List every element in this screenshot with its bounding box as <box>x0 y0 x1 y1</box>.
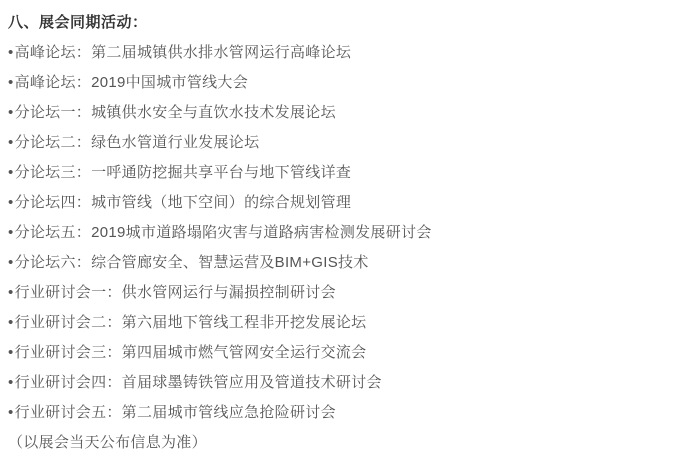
list-item-label: 分论坛四：城市管线（地下空间）的综合规划管理 <box>14 194 352 211</box>
list-item <box>8 368 675 398</box>
list-item <box>8 398 675 428</box>
bullet-icon: • <box>8 194 14 211</box>
list-item <box>8 68 675 98</box>
list-item <box>8 278 675 308</box>
list-item <box>8 98 675 128</box>
list-item <box>8 218 675 248</box>
bullet-icon: • <box>8 284 14 301</box>
bullet-icon: • <box>8 374 14 391</box>
list-item-label: 行业研讨会四：首届球墨铸铁管应用及管道技术研讨会 <box>14 374 382 391</box>
bullet-icon: • <box>8 44 14 61</box>
list-item-label: 分论坛三：一呼通防挖掘共享平台与地下管线详查 <box>14 164 352 181</box>
bullet-icon: • <box>8 134 14 151</box>
list-item <box>8 128 675 158</box>
list-item <box>8 308 675 338</box>
list-item-label: 分论坛五：2019城市道路塌陷灾害与道路病害检测发展研讨会 <box>14 224 432 241</box>
bullet-icon: • <box>8 404 14 421</box>
bullet-icon: • <box>8 74 14 91</box>
bullet-icon: • <box>8 344 14 361</box>
list-item <box>8 38 675 68</box>
list-item <box>8 158 675 188</box>
section-heading: 八、展会同期活动： <box>8 14 148 31</box>
list-item <box>8 188 675 218</box>
list-item-label: 分论坛二：绿色水管道行业发展论坛 <box>14 134 260 151</box>
list-item-label: 高峰论坛：2019中国城市管线大会 <box>14 74 249 91</box>
list-item-label: 行业研讨会三：第四届城市燃气管网安全运行交流会 <box>14 344 367 361</box>
list-item <box>8 338 675 368</box>
list-item-label: 行业研讨会二：第六届地下管线工程非开挖发展论坛 <box>14 314 367 331</box>
bullet-icon: • <box>8 224 14 241</box>
bullet-icon: • <box>8 314 14 331</box>
list-item-label: 分论坛六：综合管廊安全、智慧运营及BIM+GIS技术 <box>14 254 369 271</box>
bullet-icon: • <box>8 104 14 121</box>
list-item-label: 行业研讨会五：第二届城市管线应急抢险研讨会 <box>14 404 336 421</box>
list-item <box>8 248 675 278</box>
bullet-icon: • <box>8 254 14 271</box>
list-item-label: 高峰论坛：第二届城镇供水排水管网运行高峰论坛 <box>14 44 352 61</box>
list-item-label: 行业研讨会一：供水管网运行与漏损控制研讨会 <box>14 284 336 301</box>
list-item-label: 分论坛一：城镇供水安全与直饮水技术发展论坛 <box>14 104 336 121</box>
footnote: （以展会当天公布信息为准） <box>8 434 207 451</box>
bullet-icon: • <box>8 164 14 181</box>
